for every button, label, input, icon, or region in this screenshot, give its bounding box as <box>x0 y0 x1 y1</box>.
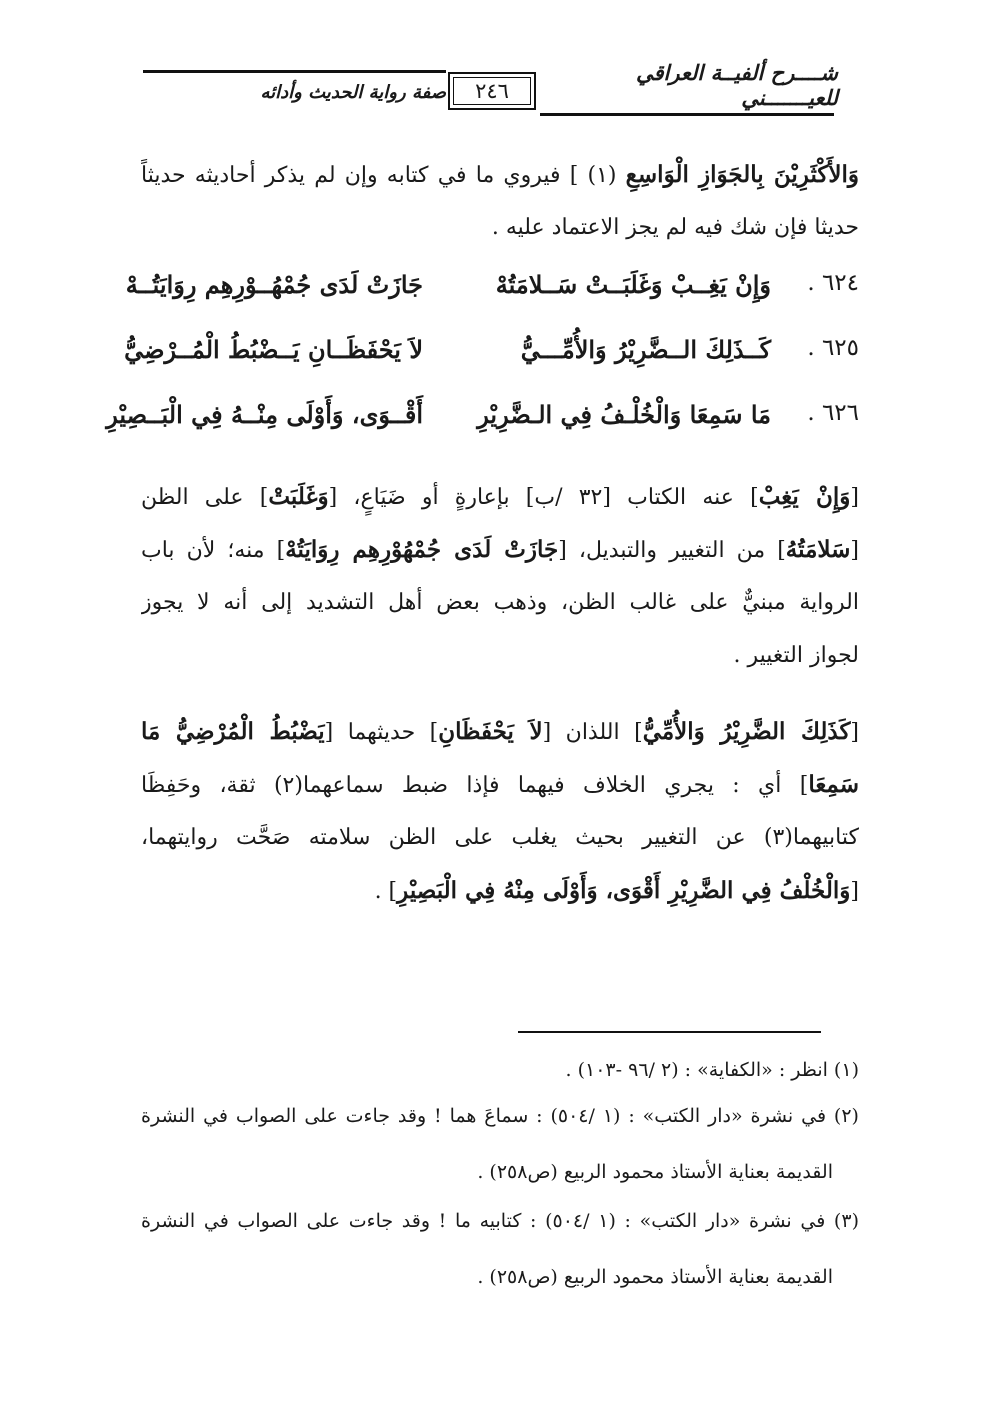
commentary-paragraph-1 <box>141 470 859 682</box>
verse-second-hemistich: أَقْــوَى، وَأَوْلَى مِنْــهُ فِي الْبَــصِيْرِ <box>106 400 423 429</box>
verse-626 <box>106 400 859 440</box>
verse-number: ٦٢٦ . <box>807 400 859 426</box>
text-line <box>141 705 859 758</box>
running-head-book-title: شــــرح ألفيــة العراقي للعيـــــــني <box>635 60 838 110</box>
commentary-text: (١) ] فيروي ما في كتابه وإن لم يذكر أحاديثه حديثاً <box>141 163 617 188</box>
text-line: كتابيهما(٣) عن التغيير بحيث يغلب على الظن سلامته صَحَّت روايتهما، <box>141 825 859 850</box>
verse-number: ٦٢٤ . <box>807 270 859 296</box>
text-line <box>141 523 859 576</box>
text-line: الرواية مبنيٌّ على غالب الظن، وذهب بعض أهل التشديد إلى أنه لا يجوز <box>141 590 859 615</box>
header-rule-top <box>143 70 446 73</box>
matn-quote: كَذَلِكَ الضَّرِيْرُ وَالأُمِّيُّ <box>642 718 851 745</box>
footnote-line: القديمة بعناية الأستاذ محمود الربيع (ص٢٥٨) . <box>477 1266 833 1288</box>
commentary-text: حديثا فإن شك فيه لم يجز الاعتماد عليه . <box>491 215 859 240</box>
header-rule-bottom <box>540 113 834 116</box>
page-number: ٢٤٦ <box>475 79 509 103</box>
commentary-text: ] على الظن <box>141 485 269 510</box>
text-line <box>141 470 859 523</box>
matn-quote: وَالأَكْثَرِيْنَ بِالجَوَازِ الْوَاسِعِ <box>625 161 859 188</box>
commentary-paragraph-2 <box>141 705 859 917</box>
matn-quote: سَلامَتُهُ <box>785 536 851 563</box>
footnote-line: (٣) في نشرة «دار الكتب» : (١ /٥٠٤) : كتابيه ما ! وقد جاءت على الصواب في النشرة <box>141 1210 859 1232</box>
bracket: [ <box>850 485 859 510</box>
footnote-separator <box>518 1031 821 1033</box>
text-line: لجواز التغيير . <box>733 643 859 668</box>
verse-number: ٦٢٥ . <box>807 335 859 361</box>
text-line <box>141 864 859 917</box>
matn-quote: وَالْخُلْفُ فِي الضَّرِيْرِ أَقْوَى، وَأَوْلَى مِنْهُ فِي الْبَصِيْرِ <box>397 877 851 904</box>
matn-quote: لاَ يَحْفَظَانِ <box>438 718 543 745</box>
intro-paragraph <box>141 148 859 254</box>
text-line <box>141 201 859 254</box>
bracket: [ <box>850 538 859 563</box>
commentary-text: ] عنه الكتاب [٣٢ /ب] بإعارةٍ أو ضَيَاعٍ، [ <box>328 485 759 510</box>
commentary-text: ] منه؛ لأن باب <box>141 538 286 563</box>
footnote-line: القديمة بعناية الأستاذ محمود الربيع (ص٢٥٨) . <box>477 1161 833 1183</box>
verse-first-hemistich: وَإِنْ يَغِــبْ وَغَلَبَــتْ سَــلامَتُهْ <box>495 270 771 299</box>
footnote-3 <box>141 1193 859 1305</box>
footnote-line: (١) انظر : «الكفاية» : (٢ /٩٦ -١٠٣) . <box>565 1059 859 1081</box>
verse-second-hemistich: لاَ يَحْفَظَــانِ يَــضْبُطُ الْمُــرْضِيُّ <box>124 335 423 364</box>
verse-624 <box>125 270 859 310</box>
commentary-text: ] . <box>374 879 398 904</box>
page-number-box <box>448 72 536 110</box>
commentary-text: ] حديثهما [ <box>324 720 439 745</box>
footnote-2 <box>141 1088 859 1200</box>
footnote-line: (٢) في نشرة «دار الكتب» : (١ /٥٠٤) : سماعَ هما ! وقد جاءت على الصواب في النشرة <box>141 1105 859 1127</box>
matn-quote: سَمِعَا <box>808 771 859 798</box>
bracket: [ <box>850 879 859 904</box>
verse-first-hemistich: مَا سَمِعَا وَالْخُلْـفُ فِي الـضَّرِيْرِ <box>477 400 771 429</box>
running-head-section-title: صفة رواية الحديث وأدائه <box>260 82 446 103</box>
verse-second-hemistich: جَازَتْ لَدَى جُمْهُــوْرِهِم رِوَايَتُــهْ <box>125 270 423 299</box>
text-line <box>141 148 859 201</box>
commentary-text: ] أي : يجري الخلاف فيهما فإذا ضبط سماعهما(٢) ثقة، وحَفِظَا <box>141 773 809 798</box>
text-line <box>141 758 859 811</box>
verse-first-hemistich: كَــذَلِكَ الــضَّرِيْرُ وَالأُمِّـــيُّ <box>520 335 771 364</box>
matn-quote: وَغَلَبَتْ <box>268 483 329 510</box>
verse-625 <box>124 335 859 375</box>
bracket: [ <box>850 720 859 745</box>
matn-quote: وَإِنْ يَغِبْ <box>758 483 851 510</box>
commentary-text: ] اللذان [ <box>542 720 643 745</box>
matn-quote: يَضْبُطُ الْمُرْضِيُّ مَا <box>141 718 325 745</box>
matn-quote: جَازَتْ لَدَى جُمْهُوْرِهِم رِوَايَتُهْ <box>285 536 559 563</box>
commentary-text: ] من التغيير والتبديل، [ <box>558 538 786 563</box>
